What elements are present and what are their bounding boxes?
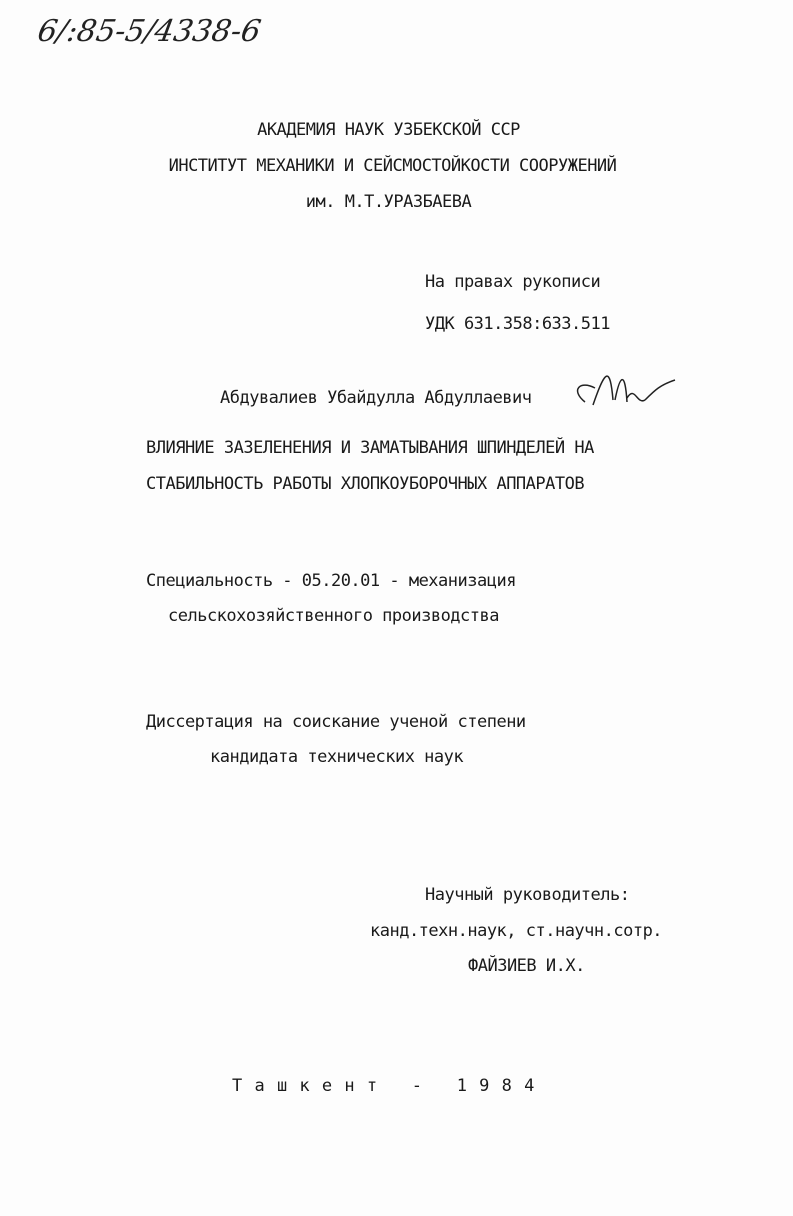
- supervisor-name: ФАЙЗИЕВ И.Х.: [468, 956, 585, 976]
- city-year: Т а ш к е н т - 1 9 8 4: [232, 1076, 536, 1096]
- academy-name: АКАДЕМИЯ НАУК УЗБЕКСКОЙ ССР: [257, 120, 520, 140]
- degree-line-2: кандидата технических наук: [210, 747, 464, 767]
- author-signature: [565, 360, 685, 420]
- institute-named-after: им. М.Т.УРАЗБАЕВА: [305, 192, 472, 212]
- dissertation-title-line-1: ВЛИЯНИЕ ЗАЗЕЛЕНЕНИЯ И ЗАМАТЫВАНИЯ ШПИНДЕЛЕЙ НА: [146, 438, 594, 458]
- institute-name: ИНСТИТУТ МЕХАНИКИ И СЕЙСМОСТОЙКОСТИ СООРУЖЕНИЙ: [168, 156, 617, 176]
- specialty-line-1: Специальность - 05.20.01 - механизация: [146, 571, 516, 591]
- specialty-line-2: сельскохозяйственного производства: [168, 606, 499, 626]
- supervisor-degree: канд.техн.наук, ст.научн.сотр.: [370, 921, 663, 941]
- degree-line-1: Диссертация на соискание ученой степени: [146, 712, 526, 732]
- author-name: Абдувалиев Убайдулла Абдуллаевич: [220, 388, 532, 408]
- handwritten-archive-code: 6/:85-5/4338-6: [34, 14, 264, 49]
- supervisor-label: Научный руководитель:: [425, 885, 630, 905]
- udc-code: УДК 631.358:633.511: [425, 314, 610, 334]
- dissertation-title-line-2: СТАБИЛЬНОСТЬ РАБОТЫ ХЛОПКОУБОРОЧНЫХ АППАРАТОВ: [146, 474, 585, 494]
- rights-note: На правах рукописи: [425, 272, 601, 292]
